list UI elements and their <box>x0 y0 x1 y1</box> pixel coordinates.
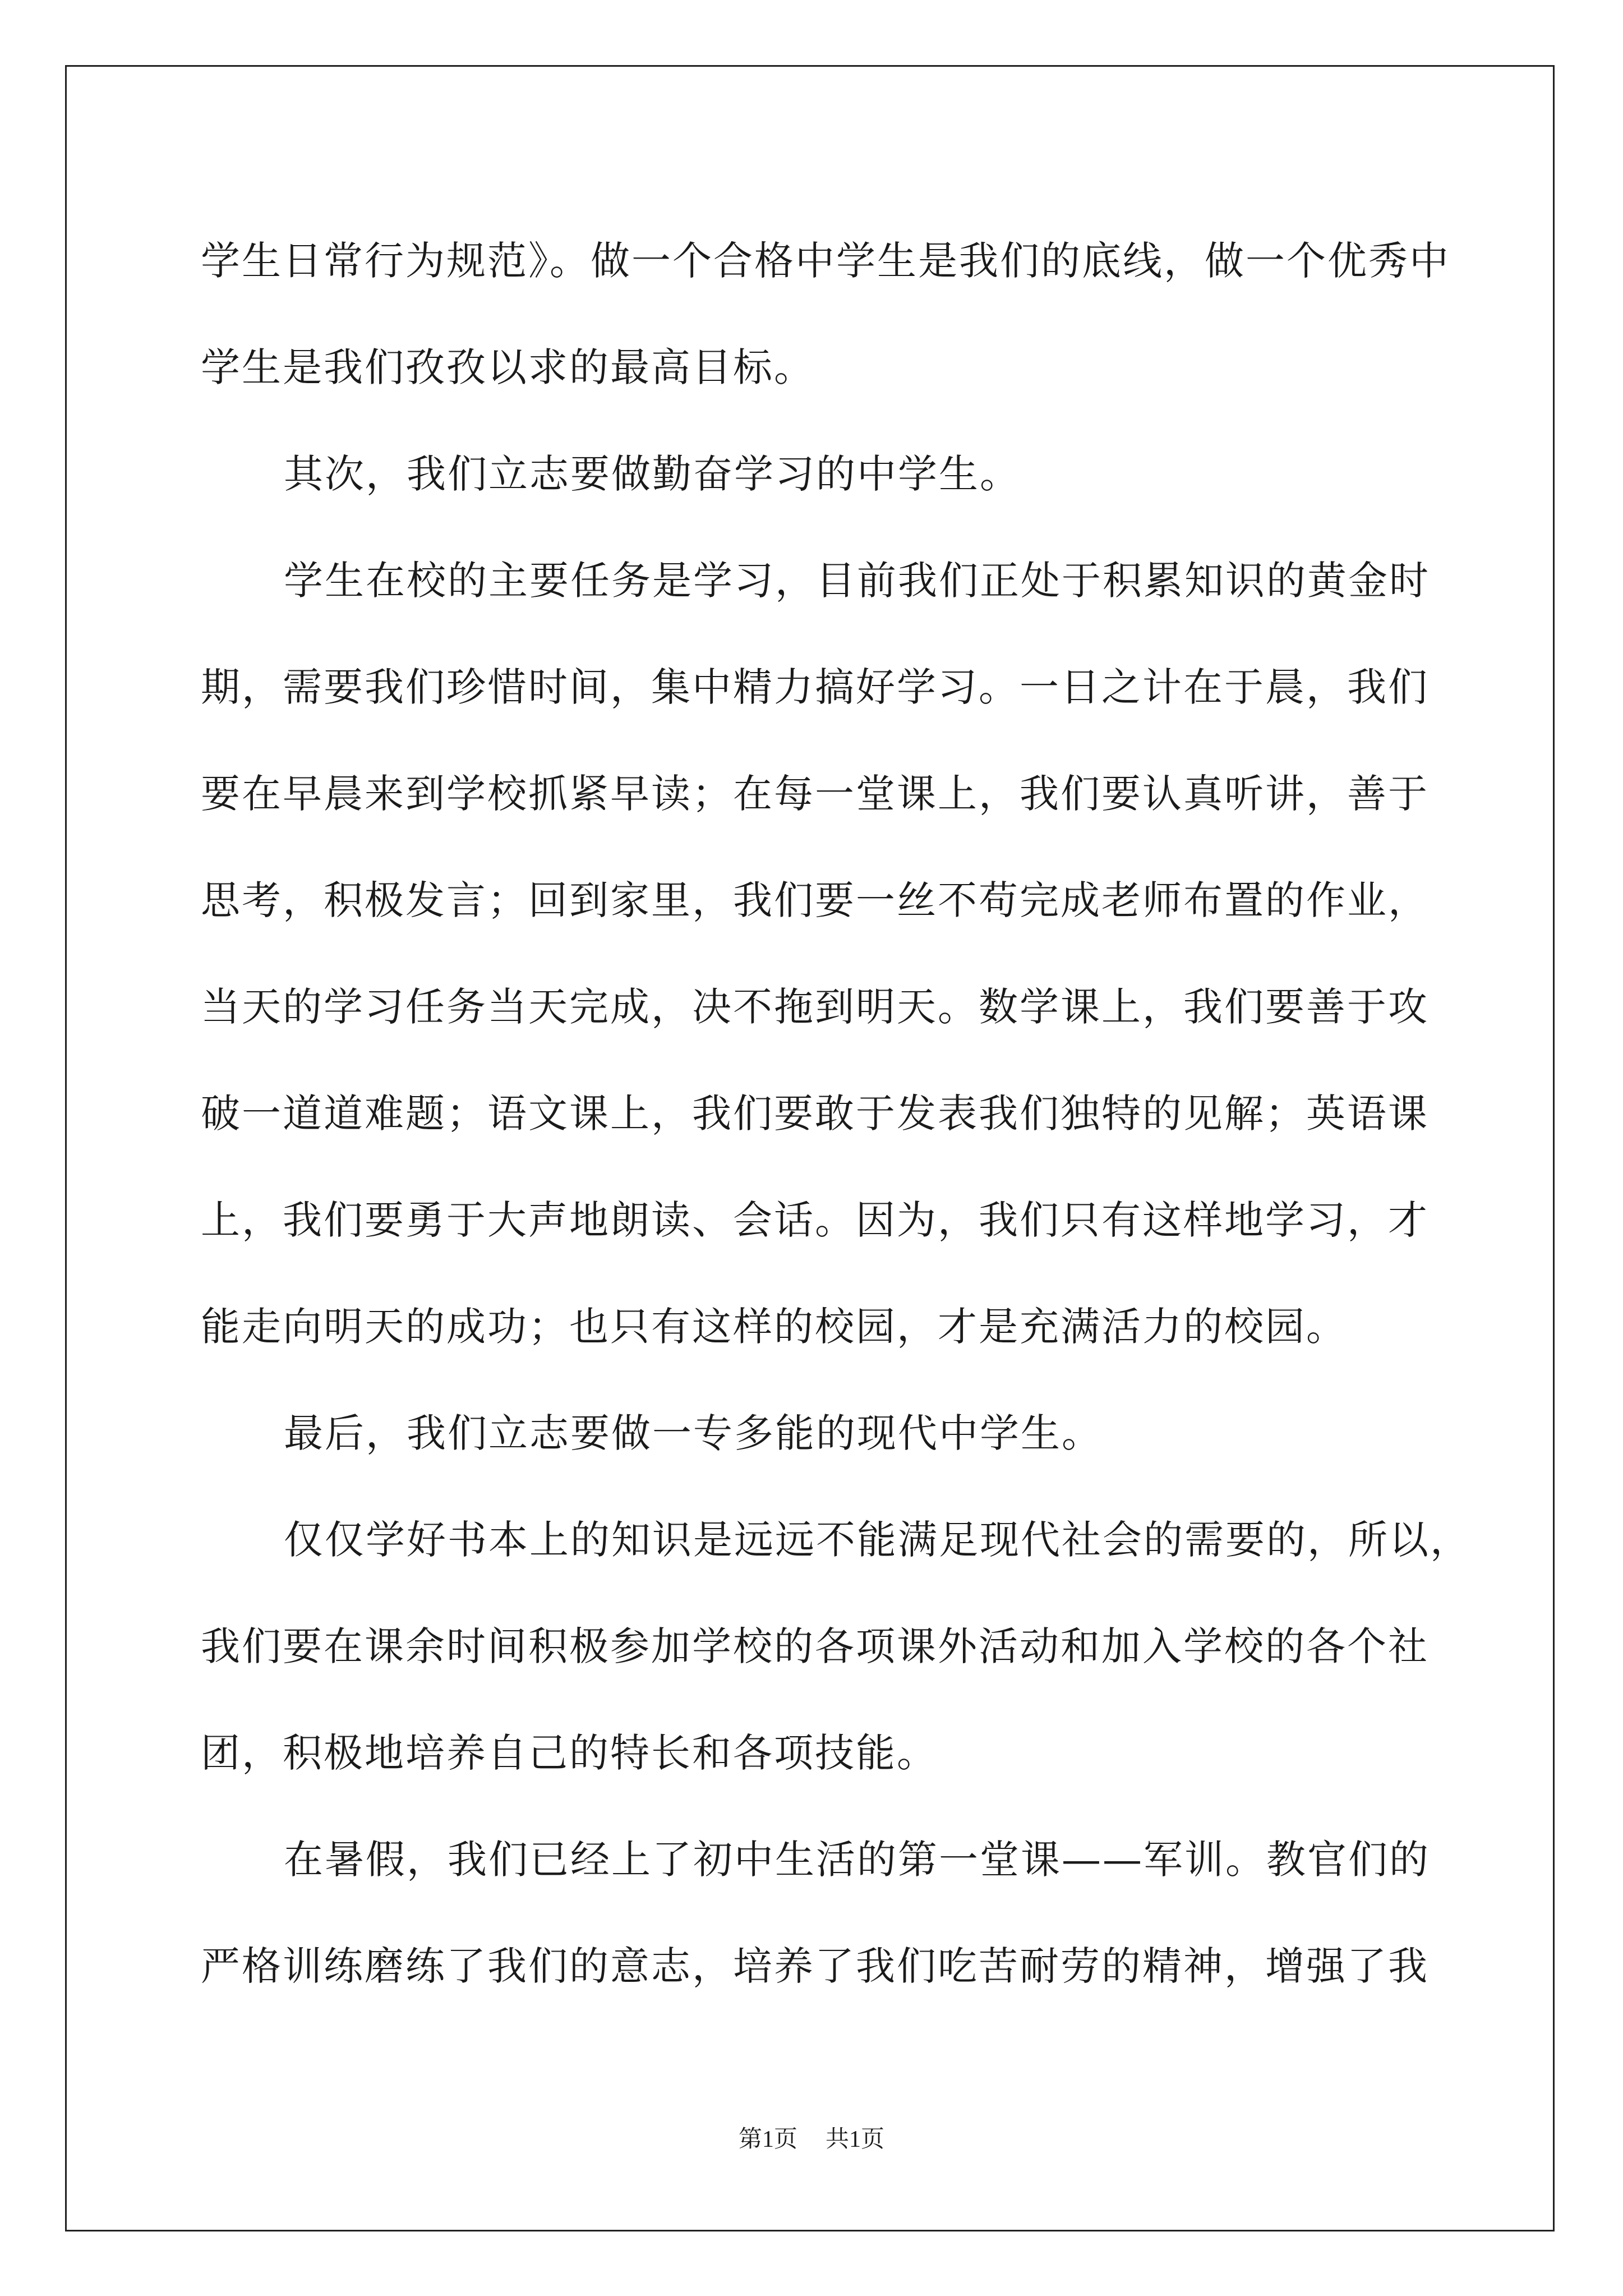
text-line: 期，需要我们珍惜时间，集中精力搞好学习。一日之计在于晨，我们 <box>201 664 1429 710</box>
page-total: 共1页 <box>826 2127 885 2152</box>
page-number: 第1页 <box>738 2127 797 2152</box>
text-line: 当天的学习任务当天完成，决不拖到明天。数学课上，我们要善于攻 <box>201 984 1429 1030</box>
text-line: 学生是我们孜孜以求的最高目标。 <box>201 344 815 390</box>
text-line: 严格训练磨练了我们的意志，培养了我们吃苦耐劳的精神，增强了我 <box>201 1943 1429 1989</box>
text-line: 学生日常行为规范》。做一个合格中学生是我们的底线，做一个优秀中 <box>201 238 1450 284</box>
text-line: 团，积极地培养自己的特长和各项技能。 <box>201 1730 938 1776</box>
document-body <box>201 208 1471 2019</box>
text-line: 能走向明天的成功；也只有这样的校园，才是充满活力的校园。 <box>201 1304 1347 1350</box>
text-line: 我们要在课余时间积极参加学校的各项课外活动和加入学校的各个社 <box>201 1623 1429 1669</box>
text-line: 学生在校的主要任务是学习，目前我们正处于积累知识的黄金时 <box>284 558 1430 604</box>
text-line: 破一道道难题；语文课上，我们要敢于发表我们独特的见解；英语课 <box>201 1091 1429 1137</box>
paragraph-heading: 最后，我们立志要做一专多能的现代中学生。 <box>284 1410 1103 1456</box>
text-line: 在暑假，我们已经上了初中生活的第一堂课——军训。教官们的 <box>284 1837 1430 1883</box>
text-line: 上，我们要勇于大声地朗读、会话。因为，我们只有这样地学习，才 <box>201 1197 1429 1243</box>
text-line: 仅仅学好书本上的知识是远远不能满足现代社会的需要的，所以， <box>284 1517 1471 1563</box>
paragraph-heading: 其次，我们立志要做勤奋学习的中学生。 <box>284 451 1021 497</box>
page-footer <box>0 2120 1623 2154</box>
text-line: 要在早晨来到学校抓紧早读；在每一堂课上，我们要认真听讲，善于 <box>201 771 1429 817</box>
text-line: 思考，积极发言；回到家里，我们要一丝不苟完成老师布置的作业， <box>201 877 1429 923</box>
